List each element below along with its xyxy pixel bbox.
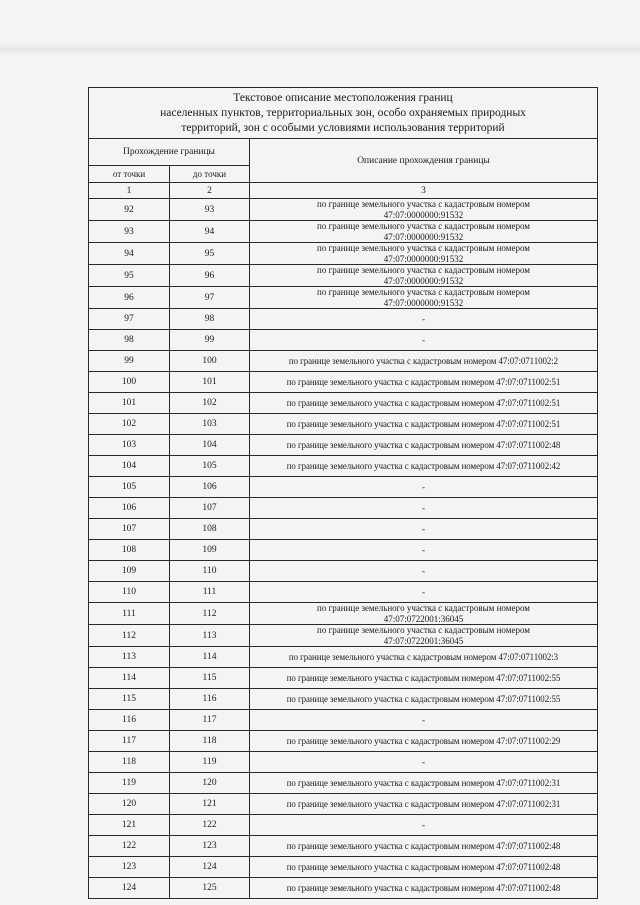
table-row bbox=[89, 477, 598, 498]
description-cell: по границе земельного участка с кадастровым номером 47:07:0711002:31 bbox=[250, 773, 598, 794]
description-cell: - bbox=[250, 710, 598, 731]
description-line: по границе земельного участка с кадастровым номером bbox=[317, 265, 530, 275]
table-row bbox=[89, 393, 598, 414]
table-row bbox=[89, 221, 598, 243]
description-cell: - bbox=[250, 519, 598, 540]
description-line: по границе земельного участка с кадастровым номером bbox=[317, 603, 530, 613]
description-cell: по границе земельного участка с кадастровым номером 47:07:0711002:51 bbox=[250, 372, 598, 393]
description-cell bbox=[250, 603, 598, 625]
description-cell: по границе земельного участка с кадастровым номером 47:07:0711002:48 bbox=[250, 857, 598, 878]
from-point-cell: 116 bbox=[89, 710, 170, 731]
description-line: 47:07:0000000:91532 bbox=[383, 297, 464, 308]
description-cell: - bbox=[250, 561, 598, 582]
from-point-cell: 103 bbox=[89, 435, 170, 456]
description-line: по границе земельного участка с кадастровым номером bbox=[317, 243, 530, 253]
to-point-cell: 124 bbox=[170, 857, 250, 878]
from-point-cell: 118 bbox=[89, 752, 170, 773]
from-point-cell: 92 bbox=[89, 199, 170, 221]
table-row bbox=[89, 561, 598, 582]
to-point-cell: 123 bbox=[170, 836, 250, 857]
from-point-cell: 110 bbox=[89, 582, 170, 603]
to-point-cell: 102 bbox=[170, 393, 250, 414]
description-cell: по границе земельного участка с кадастровым номером 47:07:0711002:2 bbox=[250, 351, 598, 372]
to-point-cell: 104 bbox=[170, 435, 250, 456]
column-number: 1 bbox=[89, 183, 170, 199]
description-line: 47:07:0000000:91532 bbox=[383, 209, 464, 220]
from-point-cell: 93 bbox=[89, 221, 170, 243]
table-row bbox=[89, 731, 598, 752]
to-point-cell: 98 bbox=[170, 309, 250, 330]
table-row bbox=[89, 878, 598, 899]
from-point-cell: 111 bbox=[89, 603, 170, 625]
from-point-cell: 107 bbox=[89, 519, 170, 540]
description-cell: - bbox=[250, 815, 598, 836]
to-point-cell: 101 bbox=[170, 372, 250, 393]
title-line: территорий, зон с особыми условиями использования территорий bbox=[181, 121, 505, 134]
from-point-cell: 115 bbox=[89, 689, 170, 710]
from-point-cell: 102 bbox=[89, 414, 170, 435]
header-from-point: от точки bbox=[89, 166, 170, 183]
to-point-cell: 120 bbox=[170, 773, 250, 794]
from-point-cell: 104 bbox=[89, 456, 170, 477]
description-line: по границе земельного участка с кадастровым номером bbox=[317, 625, 530, 635]
description-cell: - bbox=[250, 309, 598, 330]
description-cell: по границе земельного участка с кадастровым номером 47:07:0711002:31 bbox=[250, 794, 598, 815]
from-point-cell: 109 bbox=[89, 561, 170, 582]
from-point-cell: 112 bbox=[89, 625, 170, 647]
description-line: 47:07:0722001:36045 bbox=[383, 613, 464, 624]
to-point-cell: 111 bbox=[170, 582, 250, 603]
to-point-cell: 121 bbox=[170, 794, 250, 815]
description-cell: по границе земельного участка с кадастровым номером 47:07:0711002:51 bbox=[250, 393, 598, 414]
from-point-cell: 106 bbox=[89, 498, 170, 519]
table-row bbox=[89, 372, 598, 393]
to-point-cell: 125 bbox=[170, 878, 250, 899]
table-row bbox=[89, 603, 598, 625]
description-cell: - bbox=[250, 477, 598, 498]
table-body bbox=[89, 199, 598, 899]
to-point-cell: 110 bbox=[170, 561, 250, 582]
to-point-cell: 109 bbox=[170, 540, 250, 561]
header-description: Описание прохождения границы bbox=[250, 139, 598, 183]
from-point-cell: 113 bbox=[89, 647, 170, 668]
table-row bbox=[89, 836, 598, 857]
description-cell bbox=[250, 221, 598, 243]
to-point-cell: 112 bbox=[170, 603, 250, 625]
description-cell: - bbox=[250, 540, 598, 561]
to-point-cell: 107 bbox=[170, 498, 250, 519]
table-row bbox=[89, 309, 598, 330]
description-line: 47:07:0000000:91532 bbox=[383, 275, 464, 286]
description-cell: по границе земельного участка с кадастровым номером 47:07:0711002:29 bbox=[250, 731, 598, 752]
table-row bbox=[89, 710, 598, 731]
description-line: по границе земельного участка с кадастровым номером bbox=[317, 221, 530, 231]
description-line: 47:07:0000000:91532 bbox=[383, 231, 464, 242]
boundary-description-table bbox=[88, 87, 598, 899]
table-row bbox=[89, 794, 598, 815]
from-point-cell: 99 bbox=[89, 351, 170, 372]
to-point-cell: 103 bbox=[170, 414, 250, 435]
to-point-cell: 105 bbox=[170, 456, 250, 477]
title-line: Текстовое описание местоположения границ bbox=[233, 91, 453, 104]
table-row bbox=[89, 287, 598, 309]
to-point-cell: 94 bbox=[170, 221, 250, 243]
to-point-cell: 106 bbox=[170, 477, 250, 498]
table-row bbox=[89, 351, 598, 372]
table-row bbox=[89, 773, 598, 794]
from-point-cell: 114 bbox=[89, 668, 170, 689]
table-row bbox=[89, 519, 598, 540]
to-point-cell: 113 bbox=[170, 625, 250, 647]
description-line: 47:07:0722001:36045 bbox=[383, 635, 464, 646]
table-row bbox=[89, 243, 598, 265]
to-point-cell: 114 bbox=[170, 647, 250, 668]
scan-artifact bbox=[0, 42, 640, 56]
from-point-cell: 119 bbox=[89, 773, 170, 794]
from-point-cell: 97 bbox=[89, 309, 170, 330]
title-line: населенных пунктов, территориальных зон, особо охраняемых природных bbox=[160, 106, 526, 119]
description-cell: по границе земельного участка с кадастровым номером 47:07:0711002:55 bbox=[250, 689, 598, 710]
to-point-cell: 115 bbox=[170, 668, 250, 689]
table-row bbox=[89, 815, 598, 836]
table-row bbox=[89, 689, 598, 710]
from-point-cell: 122 bbox=[89, 836, 170, 857]
table-row bbox=[89, 857, 598, 878]
table-row bbox=[89, 414, 598, 435]
table-row bbox=[89, 498, 598, 519]
from-point-cell: 94 bbox=[89, 243, 170, 265]
description-cell: по границе земельного участка с кадастровым номером 47:07:0711002:48 bbox=[250, 878, 598, 899]
description-cell: по границе земельного участка с кадастровым номером 47:07:0711002:55 bbox=[250, 668, 598, 689]
description-line: по границе земельного участка с кадастровым номером bbox=[317, 199, 530, 209]
header-boundary-passage: Прохождение границы bbox=[89, 139, 250, 166]
description-cell bbox=[250, 265, 598, 287]
to-point-cell: 122 bbox=[170, 815, 250, 836]
to-point-cell: 95 bbox=[170, 243, 250, 265]
description-line: по границе земельного участка с кадастровым номером bbox=[317, 287, 530, 297]
description-cell: по границе земельного участка с кадастровым номером 47:07:0711002:42 bbox=[250, 456, 598, 477]
from-point-cell: 120 bbox=[89, 794, 170, 815]
to-point-cell: 108 bbox=[170, 519, 250, 540]
table-row bbox=[89, 647, 598, 668]
to-point-cell: 96 bbox=[170, 265, 250, 287]
from-point-cell: 98 bbox=[89, 330, 170, 351]
to-point-cell: 118 bbox=[170, 731, 250, 752]
to-point-cell: 100 bbox=[170, 351, 250, 372]
from-point-cell: 124 bbox=[89, 878, 170, 899]
from-point-cell: 117 bbox=[89, 731, 170, 752]
table-row bbox=[89, 540, 598, 561]
to-point-cell: 97 bbox=[170, 287, 250, 309]
description-cell bbox=[250, 243, 598, 265]
header-to-point: до точки bbox=[170, 166, 250, 183]
from-point-cell: 121 bbox=[89, 815, 170, 836]
from-point-cell: 108 bbox=[89, 540, 170, 561]
column-number: 2 bbox=[170, 183, 250, 199]
description-cell: - bbox=[250, 330, 598, 351]
from-point-cell: 101 bbox=[89, 393, 170, 414]
table-row bbox=[89, 456, 598, 477]
table-row bbox=[89, 199, 598, 221]
from-point-cell: 95 bbox=[89, 265, 170, 287]
to-point-cell: 116 bbox=[170, 689, 250, 710]
description-cell: - bbox=[250, 752, 598, 773]
table-row bbox=[89, 265, 598, 287]
table-row bbox=[89, 330, 598, 351]
table-title bbox=[89, 88, 598, 139]
description-cell: по границе земельного участка с кадастровым номером 47:07:0711002:51 bbox=[250, 414, 598, 435]
from-point-cell: 123 bbox=[89, 857, 170, 878]
column-number: 3 bbox=[250, 183, 598, 199]
table-row bbox=[89, 625, 598, 647]
table-row bbox=[89, 752, 598, 773]
description-cell: по границе земельного участка с кадастровым номером 47:07:0711002:3 bbox=[250, 647, 598, 668]
description-line: 47:07:0000000:91532 bbox=[383, 253, 464, 264]
description-cell bbox=[250, 199, 598, 221]
description-cell bbox=[250, 287, 598, 309]
description-cell: - bbox=[250, 582, 598, 603]
table-row bbox=[89, 668, 598, 689]
table-row bbox=[89, 435, 598, 456]
to-point-cell: 117 bbox=[170, 710, 250, 731]
to-point-cell: 99 bbox=[170, 330, 250, 351]
to-point-cell: 93 bbox=[170, 199, 250, 221]
table-row bbox=[89, 582, 598, 603]
to-point-cell: 119 bbox=[170, 752, 250, 773]
description-cell: по границе земельного участка с кадастровым номером 47:07:0711002:48 bbox=[250, 435, 598, 456]
description-cell: по границе земельного участка с кадастровым номером 47:07:0711002:48 bbox=[250, 836, 598, 857]
from-point-cell: 96 bbox=[89, 287, 170, 309]
description-cell bbox=[250, 625, 598, 647]
from-point-cell: 100 bbox=[89, 372, 170, 393]
from-point-cell: 105 bbox=[89, 477, 170, 498]
description-cell: - bbox=[250, 498, 598, 519]
